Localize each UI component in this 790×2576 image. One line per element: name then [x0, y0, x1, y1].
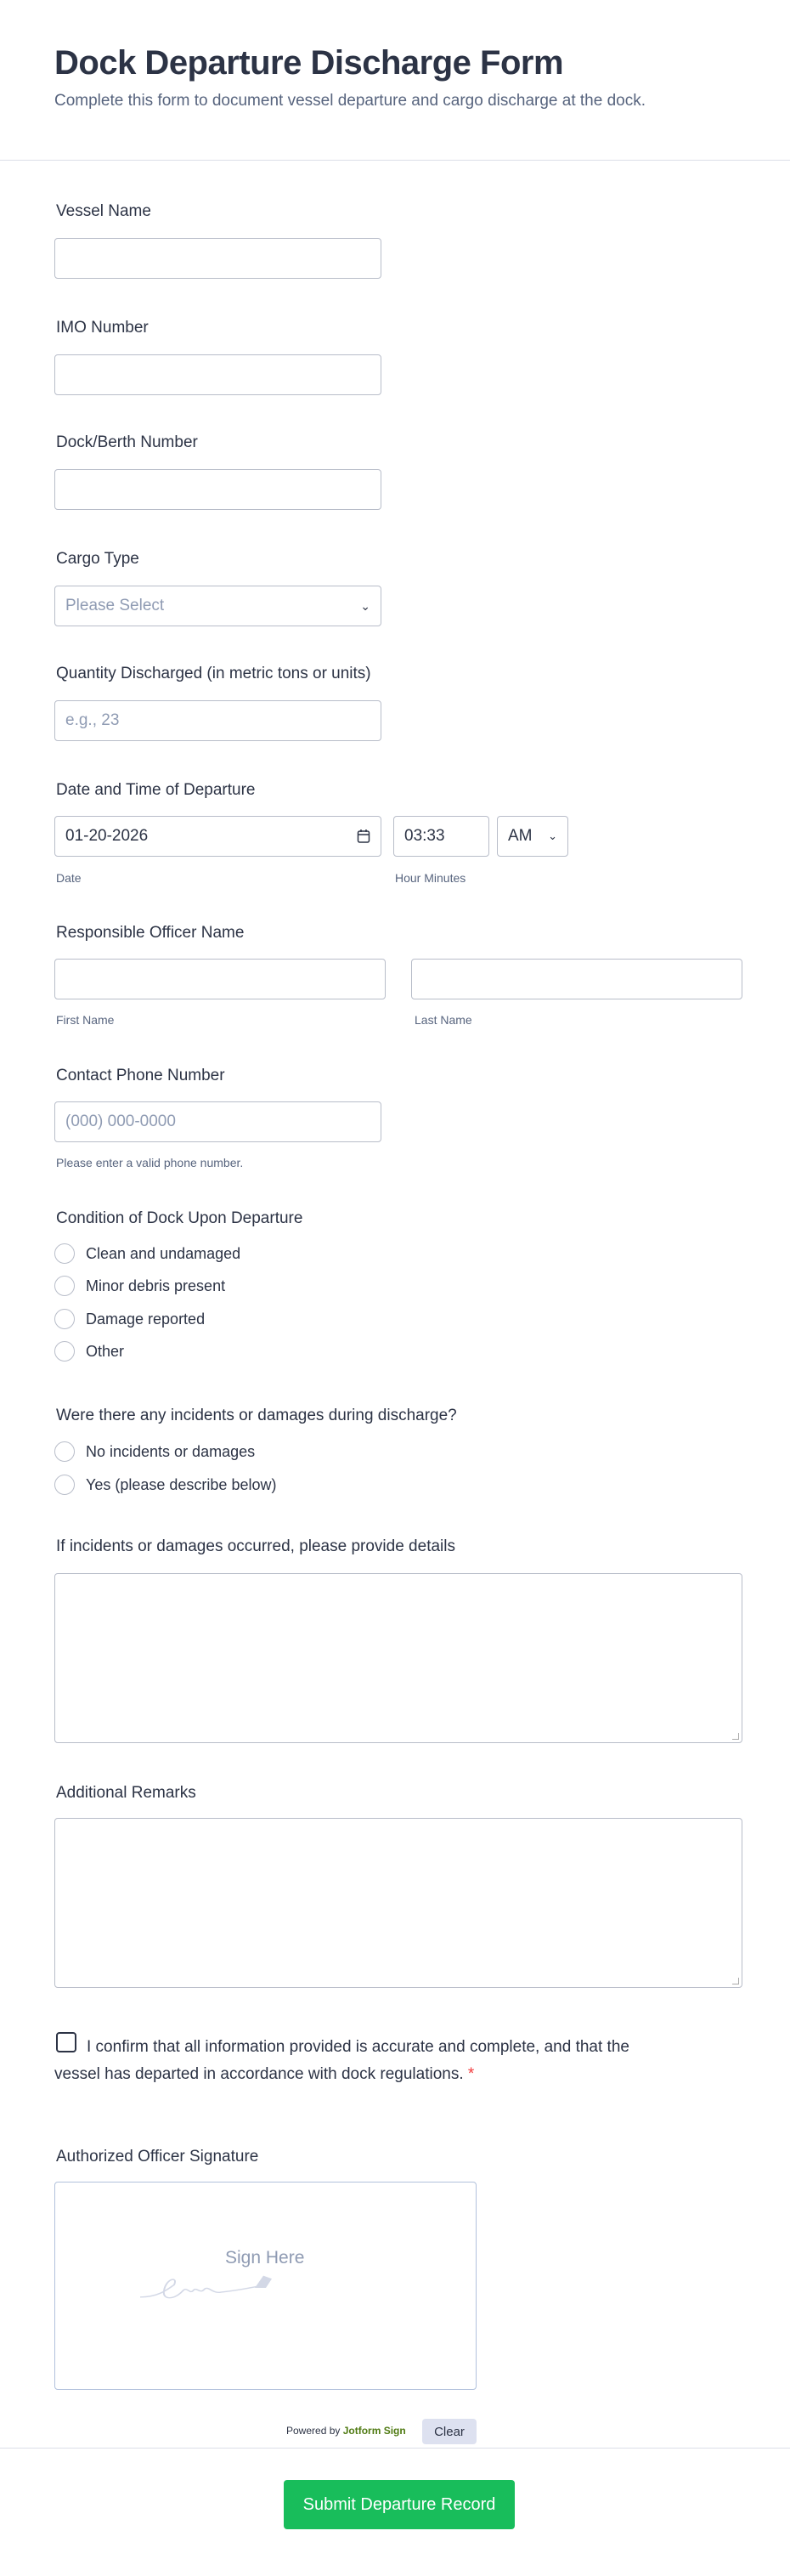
radio-option[interactable]	[54, 1309, 205, 1329]
radio-label: Minor debris present	[86, 1277, 226, 1294]
radio-circle[interactable]	[54, 1441, 75, 1462]
date-value: 01-20-2026	[65, 827, 149, 845]
calendar-icon[interactable]	[357, 829, 370, 844]
radio-circle[interactable]	[54, 1475, 75, 1495]
quantity-placeholder: e.g., 23	[65, 711, 120, 729]
radio-circle[interactable]	[54, 1276, 75, 1296]
powered-by	[286, 2425, 406, 2437]
radio-circle[interactable]	[54, 1243, 75, 1264]
dock-berth-label: Dock/Berth Number	[56, 433, 198, 451]
radio-option[interactable]	[54, 1341, 124, 1362]
condition-label: Condition of Dock Upon Departure	[56, 1209, 303, 1227]
clear-signature-button[interactable]: Clear	[422, 2419, 477, 2444]
cargo-type-select[interactable]	[54, 586, 381, 626]
vessel-name-input[interactable]	[54, 238, 381, 279]
divider	[0, 2448, 790, 2449]
time-sublabel: Hour Minutes	[395, 871, 466, 885]
sign-here-placeholder: Sign Here	[225, 2248, 305, 2267]
confirm-text	[54, 2034, 640, 2088]
date-input[interactable]	[54, 816, 381, 857]
divider	[0, 160, 790, 161]
radio-label: Damage reported	[86, 1310, 206, 1328]
required-mark: *	[467, 2065, 475, 2083]
radio-label: Yes (please describe below)	[86, 1475, 277, 1493]
ampm-value: AM	[508, 827, 533, 845]
officer-label: Responsible Officer Name	[56, 924, 245, 942]
signature-label: Authorized Officer Signature	[56, 2148, 259, 2166]
page-title: Dock Departure Discharge Form	[54, 44, 564, 82]
phone-hint: Please enter a valid phone number.	[56, 1156, 244, 1169]
last-name-sublabel: Last Name	[415, 1013, 472, 1027]
cargo-type-placeholder: Please Select	[65, 597, 165, 614]
imo-number-input[interactable]	[54, 354, 381, 395]
quantity-label: Quantity Discharged (in metric tons or units)	[56, 665, 371, 682]
imo-number-label: IMO Number	[56, 319, 149, 337]
signature-scribble-icon	[140, 2273, 285, 2303]
details-label: If incidents or damages occurred, please provide details	[56, 1537, 455, 1555]
radio-option[interactable]	[54, 1276, 225, 1296]
dock-berth-input[interactable]	[54, 469, 381, 510]
chevron-down-icon: ⌄	[360, 598, 370, 613]
radio-label: No incidents or damages	[86, 1442, 256, 1460]
time-value: 03:33	[404, 827, 445, 845]
phone-label: Contact Phone Number	[56, 1067, 225, 1084]
page-subtitle: Complete this form to document vessel departure and cargo discharge at the dock.	[54, 92, 646, 110]
details-textarea[interactable]	[54, 1573, 742, 1743]
quantity-input[interactable]	[54, 700, 381, 741]
radio-label: Other	[86, 1342, 125, 1360]
radio-circle[interactable]	[54, 1309, 75, 1329]
incidents-label: Were there any incidents or damages during discharge?	[56, 1407, 457, 1424]
first-name-input[interactable]	[54, 959, 386, 999]
departure-label: Date and Time of Departure	[56, 781, 256, 799]
radio-option[interactable]	[54, 1441, 255, 1462]
remarks-label: Additional Remarks	[56, 1784, 196, 1802]
radio-option[interactable]	[54, 1475, 276, 1495]
vessel-name-label: Vessel Name	[56, 202, 151, 220]
last-name-input[interactable]	[411, 959, 742, 999]
signature-pad[interactable]	[54, 2182, 477, 2390]
confirm-label: I confirm that all information provided is accurate and complete, and that the vessel has departed in accordance with dock regulations.	[54, 2038, 629, 2083]
phone-placeholder: (000) 000-0000	[65, 1112, 176, 1130]
radio-option[interactable]	[54, 1243, 240, 1264]
submit-button[interactable]: Submit Departure Record	[284, 2480, 515, 2529]
powered-by-text: Powered by	[286, 2425, 341, 2437]
resize-handle-icon[interactable]	[732, 1733, 739, 1740]
remarks-textarea[interactable]	[54, 1818, 742, 1988]
ampm-select[interactable]	[497, 816, 568, 857]
resize-handle-icon[interactable]	[732, 1978, 739, 1984]
date-sublabel: Date	[56, 871, 82, 885]
first-name-sublabel: First Name	[56, 1013, 115, 1027]
radio-label: Clean and undamaged	[86, 1244, 241, 1262]
chevron-down-icon: ⌄	[548, 829, 557, 842]
time-input[interactable]	[393, 816, 489, 857]
phone-input[interactable]	[54, 1101, 381, 1142]
radio-circle[interactable]	[54, 1341, 75, 1362]
jotform-sign-brand[interactable]: Jotform Sign	[342, 2425, 406, 2437]
cargo-type-label: Cargo Type	[56, 550, 139, 568]
